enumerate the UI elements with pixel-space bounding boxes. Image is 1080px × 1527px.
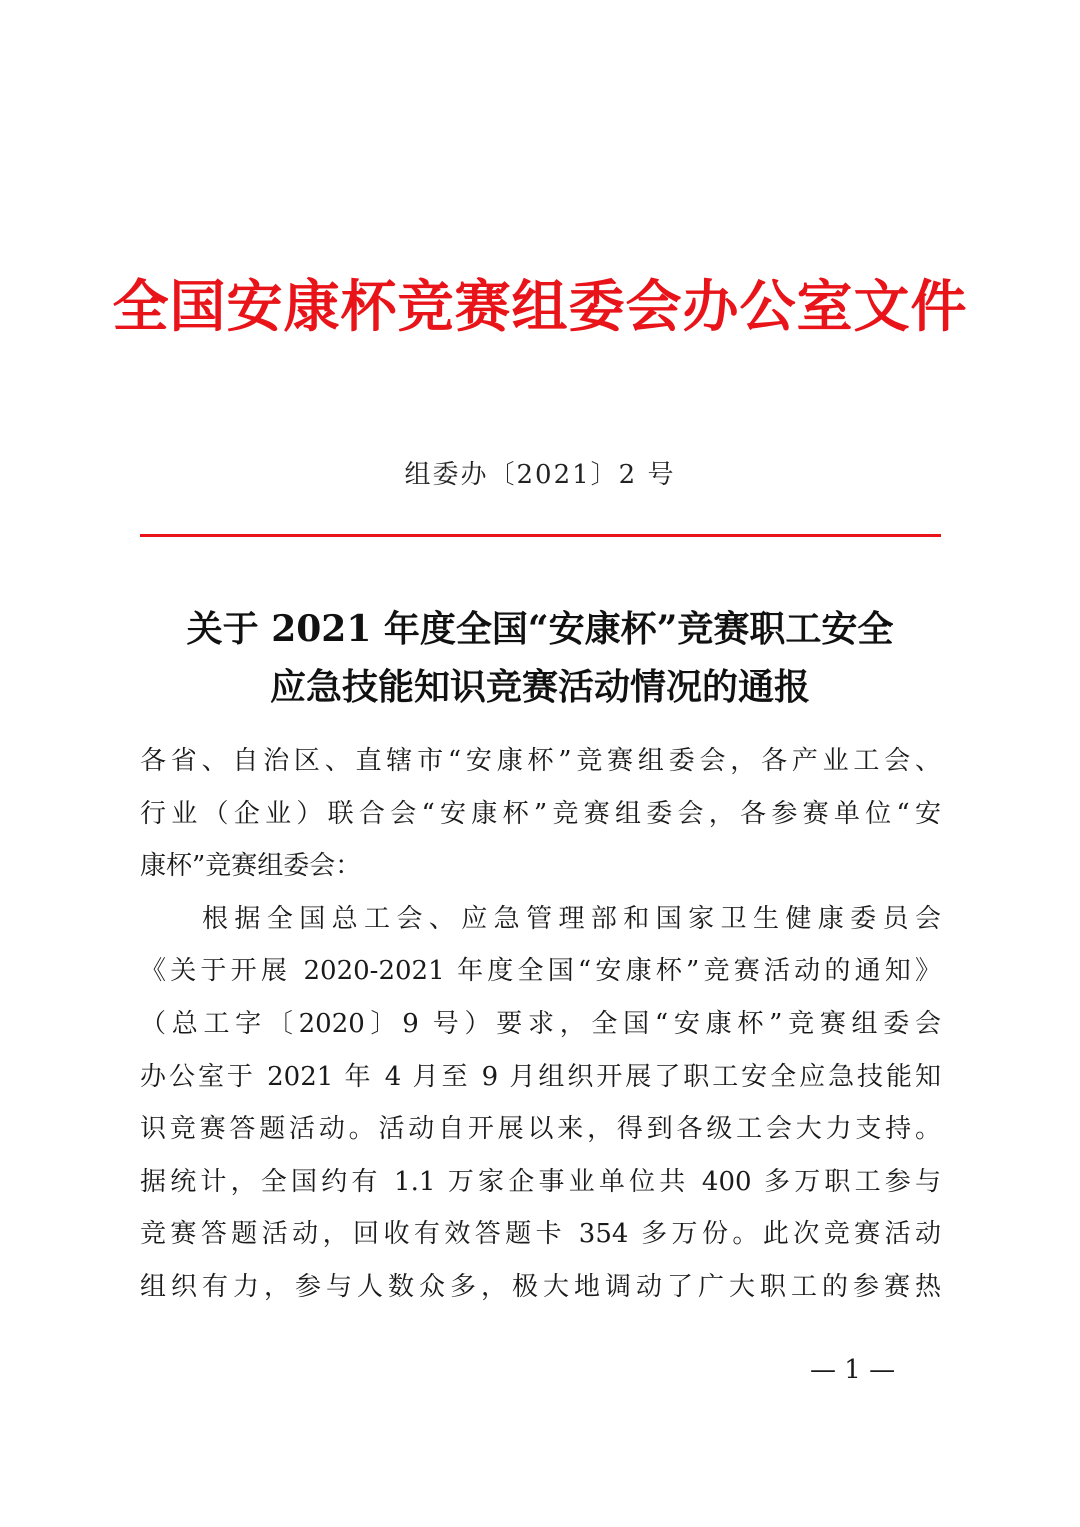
document-masthead: 全国安康杯竞赛组委会办公室文件 <box>112 275 968 340</box>
title-line-2: 应急技能知识竞赛活动情况的通报 <box>269 666 810 708</box>
document-body <box>140 735 941 1314</box>
body-line-1: 各省、自治区、直辖市“安康杯”竞赛组委会，各产业工会、 <box>140 746 941 776</box>
page-number: — 1 — <box>810 1355 896 1385</box>
body-line-8: 识竞赛答题活动。活动自开展以来，得到各级工会大力支持。 <box>140 1114 941 1145</box>
body-line-3: 康杯”竞赛组委会： <box>140 851 362 882</box>
document-number: 组委办〔2021〕2 号 <box>404 460 676 490</box>
body-line-11: 组织有力，参与人数众多，极大地调动了广大职工的参赛热 <box>140 1271 941 1302</box>
body-line-4: 根据全国总工会、应急管理部和国家卫生健康委员会 <box>202 903 941 934</box>
body-line-5: 《关于开展 2020-2021 年度全国“安康杯”竞赛活动的通知》 <box>140 956 941 987</box>
document-title <box>0 600 1080 716</box>
red-divider-rule <box>140 534 941 537</box>
body-line-9: 据统计，全国约有 1.1 万家企事业单位共 400 多万职工参与 <box>140 1166 941 1197</box>
body-line-10: 竞赛答题活动，回收有效答题卡 354 多万份。此次竞赛活动 <box>140 1219 941 1250</box>
body-line-2: 行业（企业）联合会“安康杯”竞赛组委会，各参赛单位“安 <box>140 798 941 829</box>
body-line-6: （总工字〔2020〕9 号）要求，全国“安康杯”竞赛组委会 <box>140 1008 941 1039</box>
body-line-7: 办公室于 2021 年 4 月至 9 月组织开展了职工安全应急技能知 <box>140 1061 941 1092</box>
title-line-1: 关于 2021 年度全国“安康杯”竞赛职工安全 <box>186 608 894 650</box>
